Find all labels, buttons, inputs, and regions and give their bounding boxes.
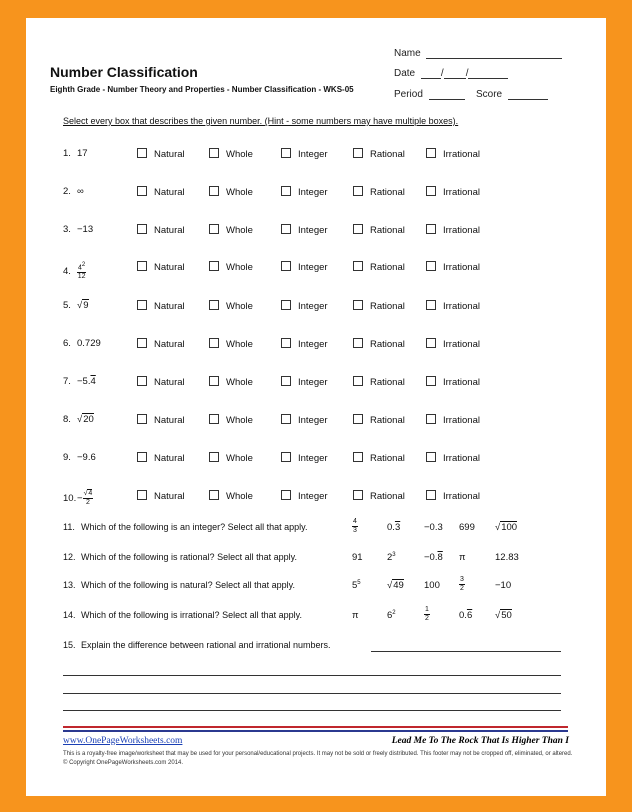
- checkbox-square[interactable]: [137, 452, 147, 462]
- checkbox-square[interactable]: [426, 452, 436, 462]
- checkbox-square[interactable]: [426, 338, 436, 348]
- checkbox-square[interactable]: [353, 452, 363, 462]
- worksheet-page: Name Date / / Period Score Number Classification Eighth Grade - Number Theory and Properties - Number Classification - WKS-05 Select every box that describes the given number. (Hint - some numbers may have multiple boxes). 1. 17 Natural Whole Integer Rational Irrational 2. ∞ Natural Whole Integer Rational Irrational 3. −13 Natural Whole Integer Rational Irrational 4. $\frac{4^2}{12}$ Natural Whole Integer Rational Irrational 5. √9 Natural Whole Integer Rational Irrational 6. 0.729 Natural Whole Integer Rational Irrational 7. −5.4 Natural Whole Integer Rational Irrational 8. √20 Natural Whole Integer Rational Irrational 9. −9.6 Natural Whole Integer Rational Irrational 10.− $\frac{√4}{2}$ Natural Whole Integer Rational Irrational 11. Which of the following is an integer? Select all that apply. $\frac{4}{3}$ 0.3 −0.3 699 √100 12. Which of the following is rational? Select all that apply. 91 $2^3$ −0.8 π 12.83 13. Which of the following is natural? Select all that apply. $5^5$ √49 100 $\frac{3}{2}$ −10 14. Which of the following is irrational? Select all that apply. π $6^2$ $\frac{1}{2}$ 0.6 √50 15. Explain the difference between rational and irrational numbers. www.OnePageWorksheets.com Lead Me To The Rock That Is Higher Than I This is a royalty-free image/worksheet that may be used for your personal/educational projects. It may not be sold or freely distributed. This footer may not be cropped off, eliminated, or altered. © Copyright OnePageWorksheets.com 2014.: [26, 18, 606, 796]
- checkbox-square[interactable]: [137, 224, 147, 234]
- answer-choice[interactable]: √50: [495, 610, 512, 621]
- answer-choice[interactable]: √100: [495, 522, 518, 533]
- checkbox-integer[interactable]: Integer: [281, 261, 328, 273]
- answer-choice[interactable]: √49: [387, 580, 404, 591]
- checkbox-square[interactable]: [426, 376, 436, 386]
- checkbox-square[interactable]: [209, 224, 219, 234]
- question-value: −9.6: [77, 452, 96, 463]
- checkbox-square[interactable]: [281, 376, 291, 386]
- answer-choice[interactable]: $2^3$: [387, 552, 396, 564]
- question-text: Explain the difference between rational and irrational numbers.: [81, 640, 331, 650]
- checkbox-square[interactable]: [209, 338, 219, 348]
- checkbox-irrational[interactable]: Irrational: [426, 261, 480, 273]
- question-label: 10.− $\frac{√4}{2}$: [63, 490, 93, 506]
- answer-line[interactable]: [63, 693, 561, 694]
- question-text: Which of the following is rational? Select all that apply.: [81, 552, 297, 562]
- checkbox-whole[interactable]: Whole: [209, 490, 253, 502]
- checkbox-square[interactable]: [353, 338, 363, 348]
- question-label: 2. ∞: [63, 186, 84, 197]
- checkbox-natural[interactable]: Natural: [137, 376, 185, 388]
- score-field[interactable]: [476, 89, 548, 100]
- checkbox-whole[interactable]: Whole: [209, 148, 253, 160]
- checkbox-irrational[interactable]: Irrational: [426, 414, 480, 426]
- checkbox-whole[interactable]: Whole: [209, 452, 253, 464]
- checkbox-square[interactable]: [137, 490, 147, 500]
- checkbox-integer[interactable]: Integer: [281, 224, 328, 236]
- checkbox-square[interactable]: [353, 490, 363, 500]
- answer-choice[interactable]: $6^2$: [387, 610, 396, 622]
- checkbox-natural[interactable]: Natural: [137, 148, 185, 160]
- checkbox-square[interactable]: [137, 300, 147, 310]
- checkbox-square[interactable]: [353, 148, 363, 158]
- question-label: 5. √9: [63, 300, 89, 311]
- answer-line[interactable]: [63, 710, 561, 711]
- answer-choice[interactable]: −10: [495, 580, 512, 591]
- question-label: 1. 17: [63, 148, 88, 159]
- checkbox-integer[interactable]: Integer: [281, 452, 328, 464]
- name-label: Name: [394, 48, 421, 59]
- checkbox-rational[interactable]: Rational: [353, 148, 405, 160]
- answer-line[interactable]: [63, 675, 561, 676]
- checkbox-square[interactable]: [353, 414, 363, 424]
- checkbox-rational[interactable]: Rational: [353, 414, 405, 426]
- checkbox-integer[interactable]: Integer: [281, 186, 328, 198]
- checkbox-irrational[interactable]: Irrational: [426, 224, 480, 236]
- checkbox-integer[interactable]: Integer: [281, 148, 328, 160]
- checkbox-square[interactable]: [209, 300, 219, 310]
- checkbox-square[interactable]: [353, 261, 363, 271]
- checkbox-square[interactable]: [137, 414, 147, 424]
- answer-choice[interactable]: −0.8: [424, 552, 443, 563]
- checkbox-whole[interactable]: Whole: [209, 414, 253, 426]
- question-value: 17: [77, 148, 88, 159]
- checkbox-irrational[interactable]: Irrational: [426, 376, 480, 388]
- checkbox-irrational[interactable]: Irrational: [426, 300, 480, 312]
- period-label: Period: [394, 89, 423, 100]
- checkbox-square[interactable]: [281, 300, 291, 310]
- question-value: −5.4: [77, 376, 96, 387]
- footer-rule-blue: [63, 730, 568, 732]
- checkbox-natural[interactable]: Natural: [137, 300, 185, 312]
- worksheet-subtitle: Eighth Grade - Number Theory and Properties - Number Classification - WKS-05: [50, 85, 354, 94]
- checkbox-square[interactable]: [353, 186, 363, 196]
- question-value: √9: [77, 300, 89, 311]
- checkbox-square[interactable]: [281, 490, 291, 500]
- answer-choice[interactable]: π: [352, 610, 359, 621]
- footer-tagline: Lead Me To The Rock That Is Higher Than I: [391, 736, 569, 746]
- instructions: Select every box that describes the given number. (Hint - some numbers may have multiple boxes).: [63, 116, 459, 126]
- question-text: Which of the following is an integer? Select all that apply.: [81, 522, 308, 532]
- question-value: −13: [77, 224, 94, 235]
- footer-link[interactable]: www.OnePageWorksheets.com: [63, 736, 183, 746]
- checkbox-square[interactable]: [137, 261, 147, 271]
- checkbox-square[interactable]: [353, 300, 363, 310]
- checkbox-square[interactable]: [209, 452, 219, 462]
- answer-choice[interactable]: −0.3: [424, 522, 443, 533]
- checkbox-square[interactable]: [353, 376, 363, 386]
- answer-choice[interactable]: 0.6: [459, 610, 473, 621]
- checkbox-rational[interactable]: Rational: [353, 376, 405, 388]
- period-field[interactable]: [394, 89, 465, 100]
- answer-choice[interactable]: 699: [459, 522, 475, 533]
- checkbox-square[interactable]: [426, 261, 436, 271]
- checkbox-square[interactable]: [426, 186, 436, 196]
- answer-choice[interactable]: $5^5$: [352, 580, 361, 592]
- question-label: 4. $\frac{4^2}{12}$: [63, 262, 86, 281]
- checkbox-irrational[interactable]: Irrational: [426, 452, 480, 464]
- checkbox-integer[interactable]: Integer: [281, 490, 328, 502]
- checkbox-whole[interactable]: Whole: [209, 300, 253, 312]
- answer-line[interactable]: [371, 640, 561, 652]
- date-label: Date: [394, 68, 416, 79]
- question-value: 0.729: [77, 338, 101, 349]
- checkbox-whole[interactable]: Whole: [209, 261, 253, 273]
- question-text: Which of the following is natural? Select all that apply.: [81, 580, 295, 590]
- checkbox-rational[interactable]: Rational: [353, 338, 405, 350]
- question-text: Which of the following is irrational? Select all that apply.: [81, 610, 302, 620]
- checkbox-square[interactable]: [209, 490, 219, 500]
- checkbox-rational[interactable]: Rational: [353, 300, 405, 312]
- checkbox-rational[interactable]: Rational: [353, 224, 405, 236]
- answer-choice[interactable]: $\frac{1}{2}$: [425, 606, 429, 622]
- question-label: 7. −5.4: [63, 376, 96, 387]
- question-value: ∞: [77, 186, 84, 197]
- checkbox-square[interactable]: [209, 186, 219, 196]
- question-label: 6. 0.729: [63, 338, 101, 349]
- checkbox-square[interactable]: [281, 224, 291, 234]
- checkbox-square[interactable]: [281, 414, 291, 424]
- question-label: 8. √20: [63, 414, 94, 425]
- checkbox-square[interactable]: [426, 224, 436, 234]
- checkbox-square[interactable]: [137, 376, 147, 386]
- checkbox-square[interactable]: [426, 414, 436, 424]
- checkbox-natural[interactable]: Natural: [137, 338, 185, 350]
- checkbox-square[interactable]: [426, 490, 436, 500]
- checkbox-rational[interactable]: Rational: [353, 186, 405, 198]
- answer-choice[interactable]: 12.83: [495, 552, 519, 563]
- checkbox-square[interactable]: [281, 186, 291, 196]
- question-label: 3. −13: [63, 224, 94, 235]
- checkbox-square[interactable]: [137, 148, 147, 158]
- checkbox-square[interactable]: [137, 186, 147, 196]
- checkbox-square[interactable]: [281, 261, 291, 271]
- checkbox-integer[interactable]: Integer: [281, 414, 328, 426]
- checkbox-whole[interactable]: Whole: [209, 186, 253, 198]
- checkbox-rational[interactable]: Rational: [353, 490, 405, 502]
- answer-choice[interactable]: 0.3: [387, 522, 401, 533]
- answer-choice[interactable]: $\frac{4}{3}$: [353, 518, 357, 534]
- checkbox-square[interactable]: [209, 261, 219, 271]
- footer-note: This is a royalty-free image/worksheet that may be used for your personal/educational projects. It may not be sold or freely distributed. This footer may not be cropped off, eliminated, or altered. © Copyright OnePageWorksheets.com 2014.: [63, 751, 573, 766]
- question-value: − $\frac{√4}{2}$: [77, 490, 93, 506]
- checkbox-irrational[interactable]: Irrational: [426, 338, 480, 350]
- answer-choice[interactable]: 100: [424, 580, 440, 591]
- checkbox-whole[interactable]: Whole: [209, 338, 253, 350]
- checkbox-natural[interactable]: Natural: [137, 186, 185, 198]
- checkbox-irrational[interactable]: Irrational: [426, 148, 480, 160]
- answer-choice[interactable]: $\frac{3}{2}$: [460, 576, 464, 592]
- checkbox-rational[interactable]: Rational: [353, 261, 405, 273]
- checkbox-integer[interactable]: Integer: [281, 376, 328, 388]
- answer-choice[interactable]: π: [459, 552, 466, 563]
- checkbox-natural[interactable]: Natural: [137, 452, 185, 464]
- question-value: √20: [77, 414, 94, 425]
- checkbox-integer[interactable]: Integer: [281, 338, 328, 350]
- checkbox-square[interactable]: [137, 338, 147, 348]
- checkbox-natural[interactable]: Natural: [137, 490, 185, 502]
- checkbox-integer[interactable]: Integer: [281, 300, 328, 312]
- checkbox-square[interactable]: [353, 224, 363, 234]
- checkbox-square[interactable]: [209, 376, 219, 386]
- checkbox-square[interactable]: [209, 414, 219, 424]
- checkbox-natural[interactable]: Natural: [137, 224, 185, 236]
- checkbox-square[interactable]: [209, 148, 219, 158]
- score-label: Score: [476, 89, 503, 100]
- answer-choice[interactable]: 91: [352, 552, 363, 563]
- footer-rule-red: [63, 726, 568, 728]
- checkbox-natural[interactable]: Natural: [137, 261, 185, 273]
- question-label: 9. −9.6: [63, 452, 96, 463]
- checkbox-irrational[interactable]: Irrational: [426, 186, 480, 198]
- name-field[interactable]: [394, 48, 562, 59]
- checkbox-square[interactable]: [281, 148, 291, 158]
- date-field[interactable]: Date / /: [394, 68, 508, 79]
- checkbox-square[interactable]: [426, 300, 436, 310]
- checkbox-square[interactable]: [281, 452, 291, 462]
- checkbox-square[interactable]: [426, 148, 436, 158]
- question-value: $\frac{4^2}{12}$: [77, 262, 86, 281]
- worksheet-title: Number Classification: [50, 64, 198, 80]
- checkbox-square[interactable]: [281, 338, 291, 348]
- checkbox-irrational[interactable]: Irrational: [426, 490, 480, 502]
- checkbox-rational[interactable]: Rational: [353, 452, 405, 464]
- checkbox-whole[interactable]: Whole: [209, 224, 253, 236]
- checkbox-whole[interactable]: Whole: [209, 376, 253, 388]
- checkbox-natural[interactable]: Natural: [137, 414, 185, 426]
